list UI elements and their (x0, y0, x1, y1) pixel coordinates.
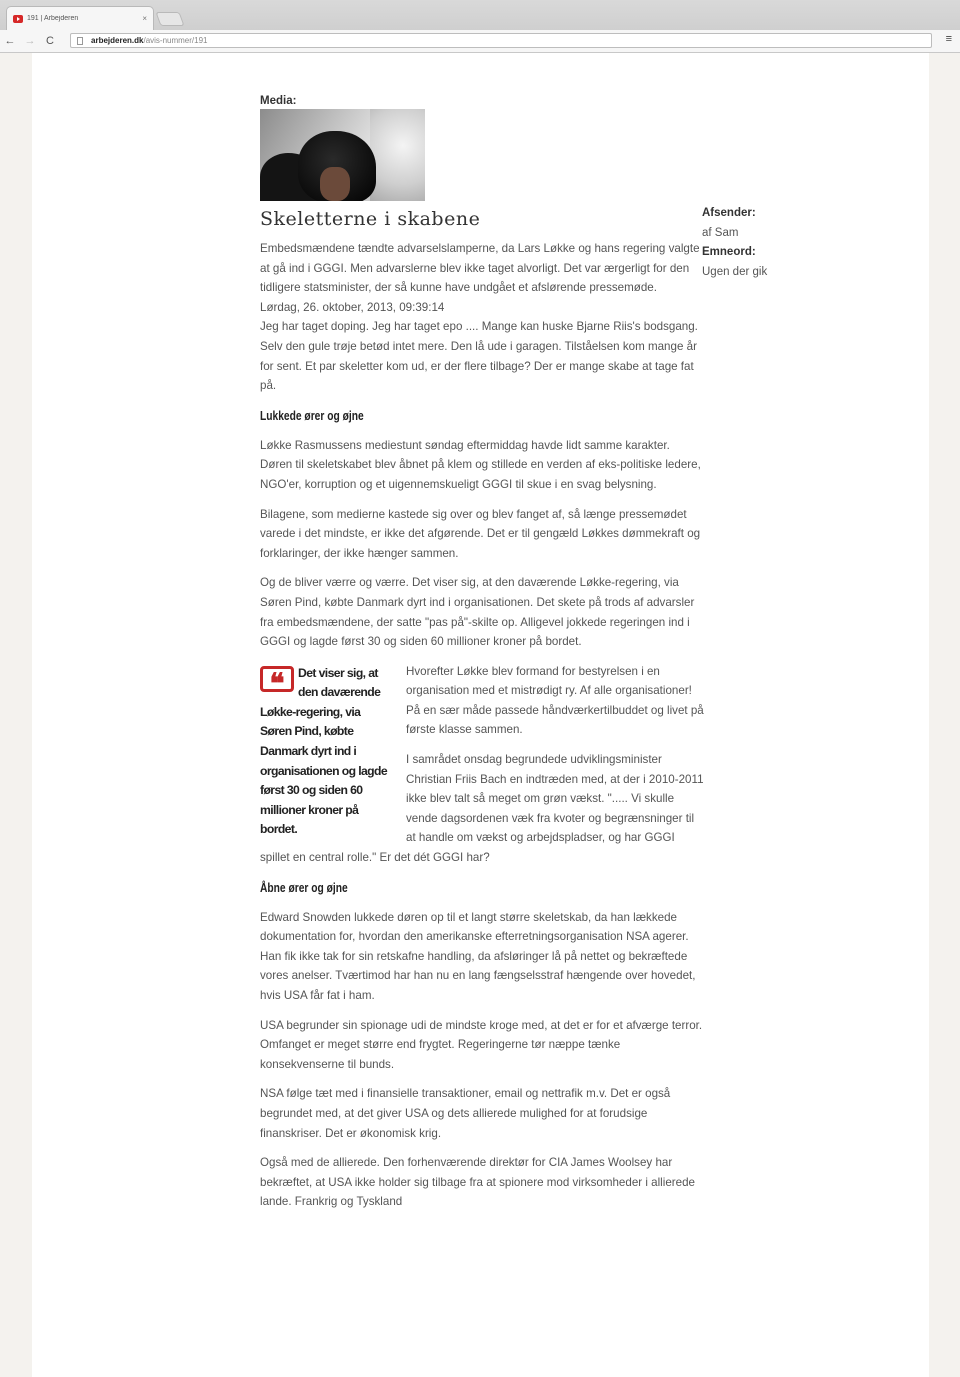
subject-value[interactable]: Ugen der gik (702, 265, 768, 278)
reload-icon[interactable]: C (46, 35, 54, 47)
browser-tabstrip (0, 0, 960, 30)
body-paragraph: I samrådet onsdag begrundede udviklingsminister Christian Friis Bach en indtræden med, at der i 2010-2011 ikke blev talt så meget om grøn vækst. "..... Vi skulle vende dagsordenen væk fra kvoter og begrænsninger til at handle om vækst og arbejdspladser, og har GGGI spillet en central rolle." Er det dét GGGI har? (260, 753, 704, 865)
photo-hand (320, 167, 350, 201)
pull-quote (260, 664, 392, 840)
intro-paragraph: Jeg har taget doping. Jeg har taget epo .... Mange kan huske Bjarne Riis's bodsgang. Selv den gule trøje betød intet mere. Den lå ude i garagen. Tilståelsen kom mange år for sent. Et par skeletter kom ud, er der flere tilbage? Der er mange skabe at tage fat på. (260, 320, 698, 393)
photo-background (370, 109, 425, 201)
article-lead (260, 239, 705, 396)
browser-toolbar (0, 30, 960, 53)
subject-label: Emneord: (702, 246, 756, 258)
body-paragraph: Løkke Rasmussens mediestunt søndag eftermiddag havde lidt samme karakter. Døren til skeletskabet blev åbnet på klem og stillede en verden af eks-politiske ledere, NGO'er, korruption og et uigennemskueligt GGGI til skue i en svag belysning. (260, 438, 701, 491)
back-arrow-icon[interactable]: ← (4, 35, 16, 47)
tab-close-icon[interactable]: × (142, 14, 147, 23)
article-date: Lørdag, 26. oktober, 2013, 09:39:14 (260, 300, 445, 314)
sender-value[interactable]: af Sam (702, 226, 739, 239)
subheading: Lukkede ører og øjne (260, 408, 364, 423)
new-tab-button[interactable] (155, 12, 184, 26)
hamburger-menu-icon[interactable]: ≡ (945, 33, 952, 45)
tab-title: 191 | Arbejderen (27, 15, 79, 22)
body-paragraph: USA begrunder sin spionage udi de mindste kroge med, at det er for et afværge terror. Omfanget er meget større end frygtet. Regeringerne tør næppe tænke konsekvenserne til bunds. (260, 1018, 703, 1071)
body-paragraph: Og de bliver værre og værre. Det viser sig, at den daværende Løkke-regering, via Søren Pind, købte Danmark dyrt ind i organisationen. Det skete på trods af advarsler fra embedsmændene, der satte "pas på"-skilte op. Alligevel jokkede regeringen ind i GGGI og lagde først 30 og siden 60 millioner kroner på bordet. (260, 576, 695, 649)
youtube-favicon-icon (13, 15, 23, 23)
body-paragraph: Edward Snowden lukkede døren op til et langt større skeletskab, da han lækkede dokumentation for, hvordan den amerikanske efterretningsorganisation NSA agerer. Han fik ikke tak for sin retskafne handling, da afsløringer lå på nettet og bekræftede vores anelser. Tværtimod har han nu en lang fængselsstraf hængende over hovedet, hvis USA får fat i ham. (260, 910, 696, 1002)
url-domain: arbejderen.dk (91, 36, 144, 45)
lead-paragraph: Embedsmændene tændte advarselslamperne, da Lars Løkke og hans regering valgte at gå ind i GGGI. Men advarslerne blev ikke taget alvorligt. Det var ærgerligt for den tidligere statsminister, der så kunne have undgået et afslørende pressemøde. (260, 242, 700, 295)
article (260, 93, 705, 1222)
subheading: Åbne ører og øjne (260, 880, 348, 895)
forward-arrow-icon[interactable]: → (24, 35, 36, 47)
article-photo[interactable] (260, 109, 425, 201)
address-bar[interactable] (70, 33, 932, 48)
body-paragraph: NSA følge tæt med i finansielle transaktioner, email og nettrafik m.v. Det er også begrundet med, at det giver USA og dets allierede mulighed for at forudsige finanskriser. Det er økonomisk krig. (260, 1087, 671, 1140)
media-label: Media: (260, 95, 297, 107)
pull-quote-text: Det viser sig, at den daværende Løkke-regering, via Søren Pind, købte Danmark dyrt ind i organisationen og lagde først 30 og siden 60 millioner kroner på bordet. (260, 665, 388, 837)
page-body (32, 53, 929, 1377)
browser-tab[interactable] (6, 6, 154, 30)
quote-icon: ❝ (260, 666, 294, 692)
sender-label: Afsender: (702, 207, 756, 219)
body-paragraph: Bilagene, som medierne kastede sig over og blev fanget af, så længe pressemødet varede i det mindste, er ikke det afgørende. Det er til gengæld Løkkes dømmekraft og forklaringer, der ikke hænger sammen. (260, 507, 701, 560)
page-icon (77, 37, 83, 45)
body-paragraph: Hvorefter Løkke blev formand for bestyrelsen i en organisation med et mistrødigt ry. Af alle organisationer! På en sær måde passede håndværkertilbuddet og livet på første klasse sammen. (406, 664, 704, 737)
body-paragraph: Også med de allierede. Den forhenværende direktør for CIA James Woolsey har bekræftet, at USA ikke holder sig tilbage fra at spionere mod virksomheder i allierede lande. Frankrig og Tyskland (260, 1156, 695, 1209)
url-path: /avis-nummer/191 (143, 36, 208, 45)
article-headline: Skeletterne i skabene (260, 208, 481, 230)
article-meta-sidebar (702, 204, 822, 282)
